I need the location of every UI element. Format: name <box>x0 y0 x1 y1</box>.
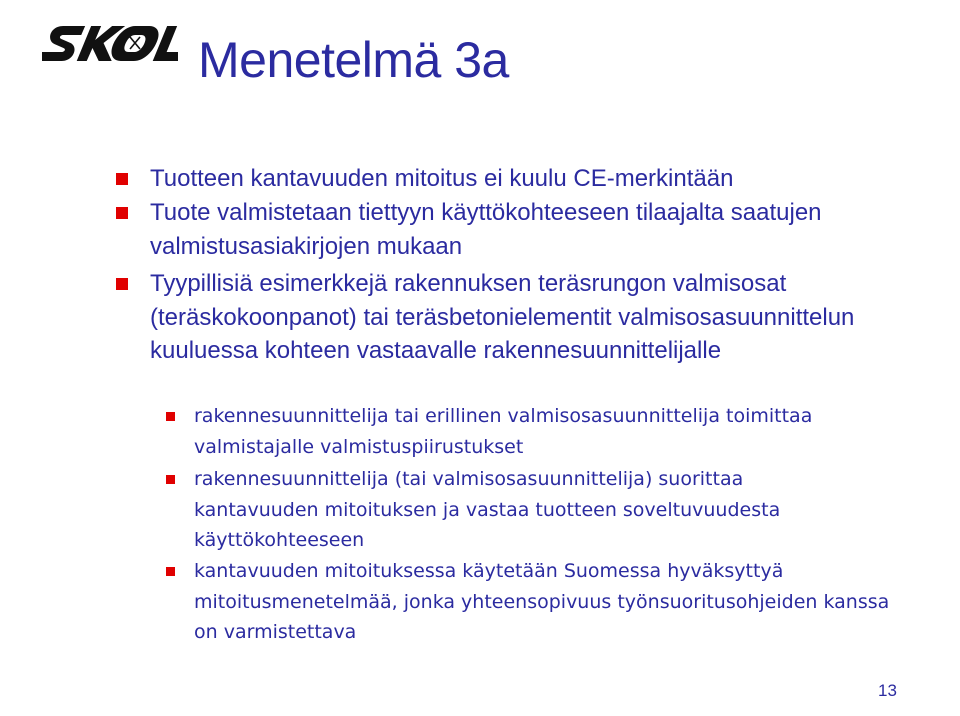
sub-bullet-item <box>194 464 854 556</box>
bullet-text: Tyypillisiä esimerkkejä rakennuksen teräsrungon valmisosat (teräskokoonpanot) tai teräsbetonielementit valmisosasuunnittelun kuuluessa kohteen vastaavalle rakennesuunnittelijalle <box>150 270 855 364</box>
sub-bullet-text: rakennesuunnittelija (tai valmisosasuunnittelija) suorittaa kantavuuden mitoituksen ja vastaa tuotteen soveltuvuudesta käyttökohteeseen <box>194 468 781 552</box>
sub-bullet-text: kantavuuden mitoituksessa käytetään Suomessa hyväksyttyä mitoitusmenetelmää, jonka yhteensopivuus työnsuoritusohjeiden kanssa on varmistettava <box>194 560 890 644</box>
page-number: 13 <box>878 681 897 700</box>
sub-bullet-item <box>194 401 884 462</box>
red-square-icon <box>166 567 175 576</box>
bullet-item <box>150 267 855 368</box>
bullet-item <box>150 162 880 196</box>
sub-bullet-text: rakennesuunnittelija tai erillinen valmisosasuunnittelija toimittaa valmistajalle valmistuspiirustukset <box>194 405 813 458</box>
slide-title: Menetelmä 3a <box>198 32 509 88</box>
bullet-item <box>150 196 870 263</box>
red-square-icon <box>116 278 128 290</box>
red-square-icon <box>116 173 128 185</box>
sub-bullet-item <box>194 556 894 648</box>
skol-logo <box>42 22 178 78</box>
red-square-icon <box>116 207 128 219</box>
red-square-icon <box>166 412 175 421</box>
bullet-text: Tuotteen kantavuuden mitoitus ei kuulu CE-merkintään <box>150 165 734 192</box>
bullet-text: Tuote valmistetaan tiettyyn käyttökohteeseen tilaajalta saatujen valmistusasiakirjojen mukaan <box>150 199 822 260</box>
red-square-icon <box>166 475 175 484</box>
